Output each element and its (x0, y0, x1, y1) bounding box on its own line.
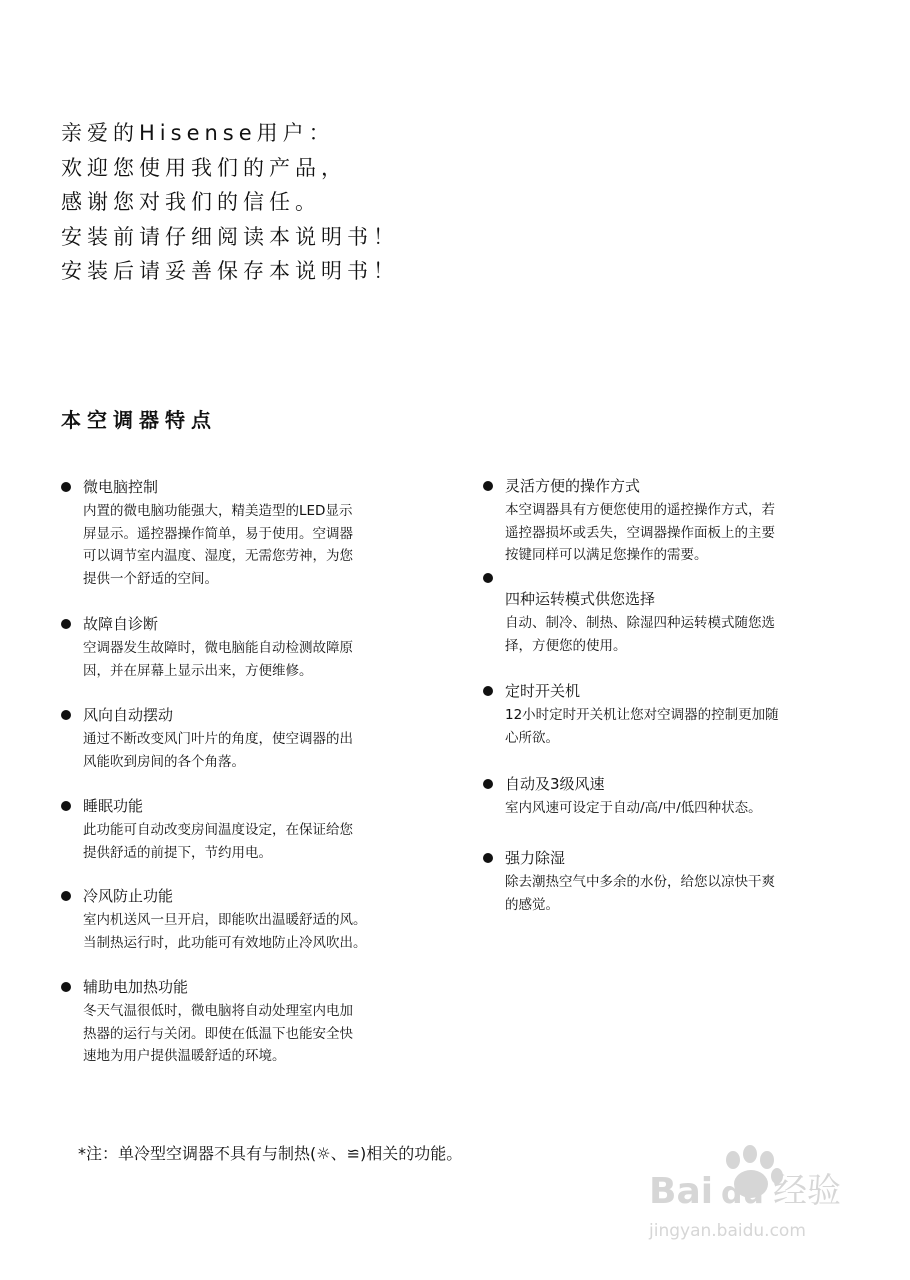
description-line: 除去潮热空气中多余的水份，给您以凉快干爽 (505, 874, 775, 890)
feature-title: 冷风防止功能 (83, 887, 174, 905)
description-line: 自动、制冷、制热、除湿四种运转模式随您选 (505, 615, 775, 631)
bullet-icon (61, 482, 71, 492)
bullet-icon (61, 801, 71, 811)
bullet-icon (483, 779, 493, 789)
feature-title: 微电脑控制 (83, 478, 159, 496)
description-line: 屏显示。遥控器操作简单，易于使用。空调器 (83, 525, 353, 542)
feature-title: 风向自动摆动 (83, 706, 174, 724)
bullet-icon (61, 619, 71, 629)
description-line: 12小时定时开关机让您对空调器的控制更加随 (505, 707, 779, 723)
description-line: 心所欲。 (505, 729, 559, 746)
feature-title: 睡眠功能 (83, 797, 144, 815)
description-line: 择，方便您的使用。 (505, 637, 627, 654)
description-line: 因，并在屏幕上显示出来，方便维修。 (83, 662, 313, 679)
feature-description (505, 871, 775, 916)
bullet-icon (483, 686, 493, 696)
feature-title: 辅助电加热功能 (83, 978, 189, 996)
feature-title: 四种运转模式供您选择 (505, 590, 656, 608)
feature-title: 强力除湿 (505, 849, 566, 867)
feature-description (83, 728, 353, 773)
bullet-icon (483, 481, 493, 491)
description-line: 速地为用户提供温暖舒适的环境。 (83, 1048, 286, 1064)
feature-title: 定时开关机 (505, 682, 581, 700)
description-line: 冬天气温很低时，微电脑将自动处理室内电加 (83, 1003, 353, 1019)
feature-description (505, 797, 762, 820)
feature-description (505, 612, 775, 657)
feature-description (505, 704, 779, 749)
bullet-icon (483, 573, 493, 583)
bullet-icon (61, 982, 71, 992)
feature-description (83, 819, 353, 864)
watermark-label: 经验 (773, 1171, 841, 1211)
description-line: 按键同样可以满足您操作的需要。 (505, 547, 708, 563)
bullet-icon (61, 710, 71, 720)
description-line: 当制热运行时，此功能可有效地防止冷风吹出。 (83, 934, 367, 951)
feature-title: 故障自诊断 (83, 615, 159, 633)
description-line: 热器的运行与关闭。即使在低温下也能安全快 (83, 1025, 353, 1042)
bullet-icon (483, 853, 493, 863)
description-line: 提供舒适的前提下，节约用电。 (83, 844, 272, 861)
greeting-line: 安装前请仔细阅读本说明书！ (61, 224, 399, 249)
feature-description (505, 499, 775, 567)
greeting-line: 亲爱的Hisense用户： (61, 121, 335, 145)
feature-description (83, 909, 367, 954)
footnote: *注：单冷型空调器不具有与制热(☼、≌)相关的功能。 (78, 1144, 463, 1163)
feature-description (83, 1000, 353, 1068)
greeting-line: 欢迎您使用我们的产品， (61, 155, 347, 180)
description-line: 通过不断改变风门叶片的角度，使空调器的出 (83, 731, 353, 747)
description-line: 本空调器具有方便您使用的遥控操作方式，若 (505, 502, 775, 518)
watermark-brand: Bai (649, 1171, 714, 1212)
description-line: 此功能可自动改变房间温度设定，在保证给您 (83, 822, 353, 838)
feature-description (83, 637, 353, 682)
section-title: 本空调器特点 (61, 408, 217, 432)
watermark-url: jingyan.baidu.com (649, 1221, 806, 1241)
greeting-line: 感谢您对我们的信任。 (61, 190, 321, 214)
greeting-line: 安装后请妥善保存本说明书！ (61, 259, 399, 283)
feature-description (83, 500, 353, 590)
bullet-icon (61, 891, 71, 901)
description-line: 内置的微电脑功能强大，精美造型的LED显示 (83, 503, 353, 519)
feature-title: 灵活方便的操作方式 (505, 477, 641, 495)
greeting (61, 116, 399, 289)
description-line: 可以调节室内温度、湿度，无需您劳神，为您 (83, 548, 353, 564)
description-line: 室内风速可设定于自动/高/中/低四种状态。 (505, 800, 762, 816)
description-line: 提供一个舒适的空间。 (83, 570, 218, 587)
feature-title: 自动及3级风速 (505, 775, 605, 793)
description-line: 空调器发生故障时，微电脑能自动检测故障原 (83, 640, 353, 656)
baidu-watermark (645, 1140, 865, 1250)
description-line: 室内机送风一旦开启，即能吹出温暖舒适的风。 (83, 912, 367, 928)
description-line: 风能吹到房间的各个角落。 (83, 753, 245, 770)
watermark-brand-suffix: du (721, 1176, 764, 1211)
description-line: 遥控器损坏或丢失，空调器操作面板上的主要 (505, 524, 775, 541)
description-line: 的感觉。 (505, 896, 559, 913)
